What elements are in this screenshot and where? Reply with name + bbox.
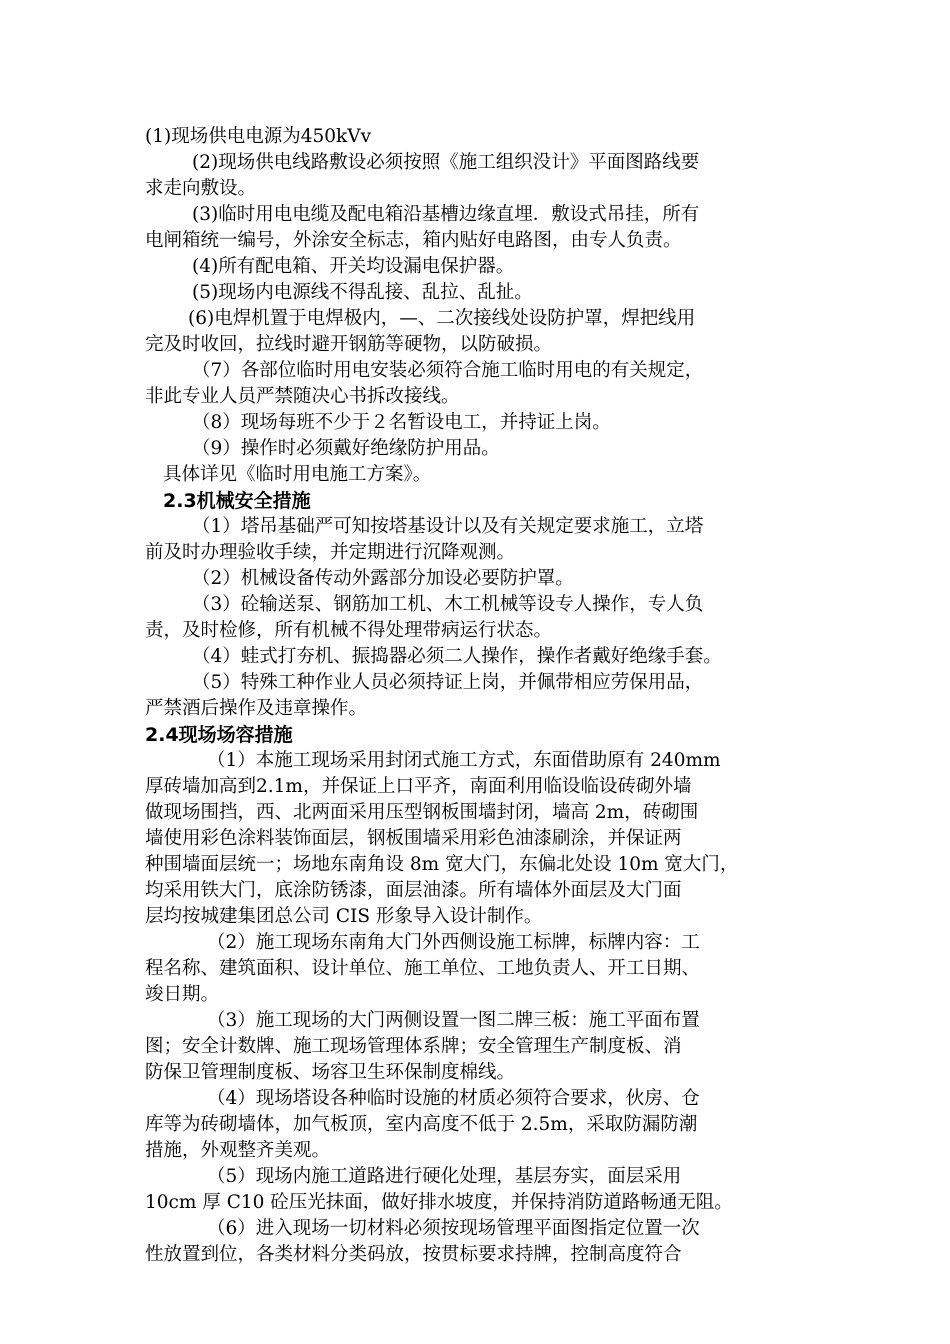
text-line: (6)电焊机置于电焊极内，—、二次接线处设防护罩，焊把线用 xyxy=(188,308,696,329)
section-heading: 2.4现场场容措施 xyxy=(145,724,293,746)
text-line: 图；安全计数牌、施工现场管理体系牌；安全管理生产制度板、消 xyxy=(145,1036,682,1057)
text-line: 完及时收回，拉线时避开钢筋等硬物，以防破损。 xyxy=(145,334,553,355)
text-line: 电闸箱统一编号，外涂安全标志，箱内贴好电路图，由专人负责。 xyxy=(145,230,682,251)
text-line: 10cm 厚 C10 砼压光抹面，做好排水坡度，并保持消防道路畅通无阻。 xyxy=(145,1192,733,1213)
text-line: （6）进入现场一切材料必须按现场管理平面图指定位置一次 xyxy=(207,1218,700,1239)
text-line: （8）现场每班不少于２名暂设电工，并持证上岗。 xyxy=(192,412,611,433)
text-line: 具体详见《临时用电施工方案》。 xyxy=(163,464,432,485)
text-line: （1）本施工现场采用封闭式施工方式，东面借助原有 240mm xyxy=(207,750,721,771)
text-line: 求走向敷设。 xyxy=(145,178,257,199)
text-line: 程名称、建筑面积、设计单位、施工单位、工地负责人、开工日期、 xyxy=(145,958,701,979)
text-line: 厚砖墙加高到2.1m，并保证上口平齐，南面利用临设临设砖砌外墙 xyxy=(145,776,692,797)
text-line: 严禁酒后操作及违章操作。 xyxy=(145,698,368,719)
text-line: 库等为砖砌墙体，加气板顶，室内高度不低于 2.5m，采取防漏防潮 xyxy=(145,1114,698,1135)
text-line: （2）机械设备传动外露部分加设必要防护罩。 xyxy=(192,568,574,589)
text-line: (3)临时用电电缆及配电箱沿基槽边缘直埋．敷设式吊挂，所有 xyxy=(192,204,700,225)
text-line: 种围墙面层统一；场地东南角设 8m 宽大门，东偏北处设 10m 宽大门， xyxy=(145,854,739,875)
text-line: （2）施工现场东南角大门外西侧设施工标牌，标牌内容：工 xyxy=(207,932,700,953)
text-line: 竣日期。 xyxy=(145,984,220,1005)
text-line: 措施，外观整齐美观。 xyxy=(145,1140,331,1161)
text-line: 层均按城建集团总公司 CIS 形象导入设计制作。 xyxy=(145,906,543,927)
text-line: （4）现场塔设各种临时设施的材质必须符合要求，伙房、仓 xyxy=(207,1088,700,1109)
section-heading: 2.3机械安全措施 xyxy=(163,490,311,512)
text-line: （4）蛙式打夯机、振捣器必须二人操作，操作者戴好绝缘手套。 xyxy=(192,646,722,667)
text-line: 防保卫管理制度板、场容卫生环保制度棉线。 xyxy=(145,1062,516,1083)
text-line: 均采用铁大门，底涂防锈漆，面层油漆。所有墙体外面层及大门面 xyxy=(145,880,682,901)
text-line: 墙使用彩色涂料装饰面层，钢板围墙采用彩色油漆刷涂，并保证两 xyxy=(145,828,682,849)
text-line: 做现场围挡，西、北两面采用压型钢板围墙封闭，墙高 2m，砖砌围 xyxy=(145,802,699,823)
text-line: （3）施工现场的大门两侧设置一图二牌三板：施工平面布置 xyxy=(207,1010,700,1031)
text-line: 性放置到位，各类材料分类码放，按贯标要求持牌，控制高度符合 xyxy=(145,1244,682,1265)
text-line: （5）现场内施工道路进行硬化处理，基层夯实，面层采用 xyxy=(207,1166,682,1187)
text-line: (2)现场供电线路敷设必须按照《施工组织没计》平面图路线要 xyxy=(192,152,700,173)
text-line: （9）操作时必须戴好绝缘防护用品。 xyxy=(192,438,500,459)
text-line: （1）塔吊基础严可知按塔基设计以及有关规定要求施工，立塔 xyxy=(192,516,704,537)
text-line: (5)现场内电源线不得乱接、乱拉、乱扯。 xyxy=(192,282,533,303)
text-line: 责，及时检修，所有机械不得处理带病运行状态。 xyxy=(145,620,553,641)
text-line: (1)现场供电电源为450kVv xyxy=(145,126,372,147)
text-line: (4)所有配电箱、开关均设漏电保护器。 xyxy=(192,256,515,277)
text-line: 非此专业人员严禁随决心书拆改接线。 xyxy=(145,386,460,407)
text-line: 前及时办理验收手续，并定期进行沉降观测。 xyxy=(145,542,516,563)
text-line: （7）各部位临时用电安装必须符合施工临时用电的有关规定， xyxy=(192,360,704,381)
text-line: （5）特殊工种作业人员必须持证上岗，并佩带相应劳保用品， xyxy=(192,672,704,693)
text-line: （3）砼输送泵、钢筋加工机、木工机械等设专人操作，专人负 xyxy=(192,594,704,615)
